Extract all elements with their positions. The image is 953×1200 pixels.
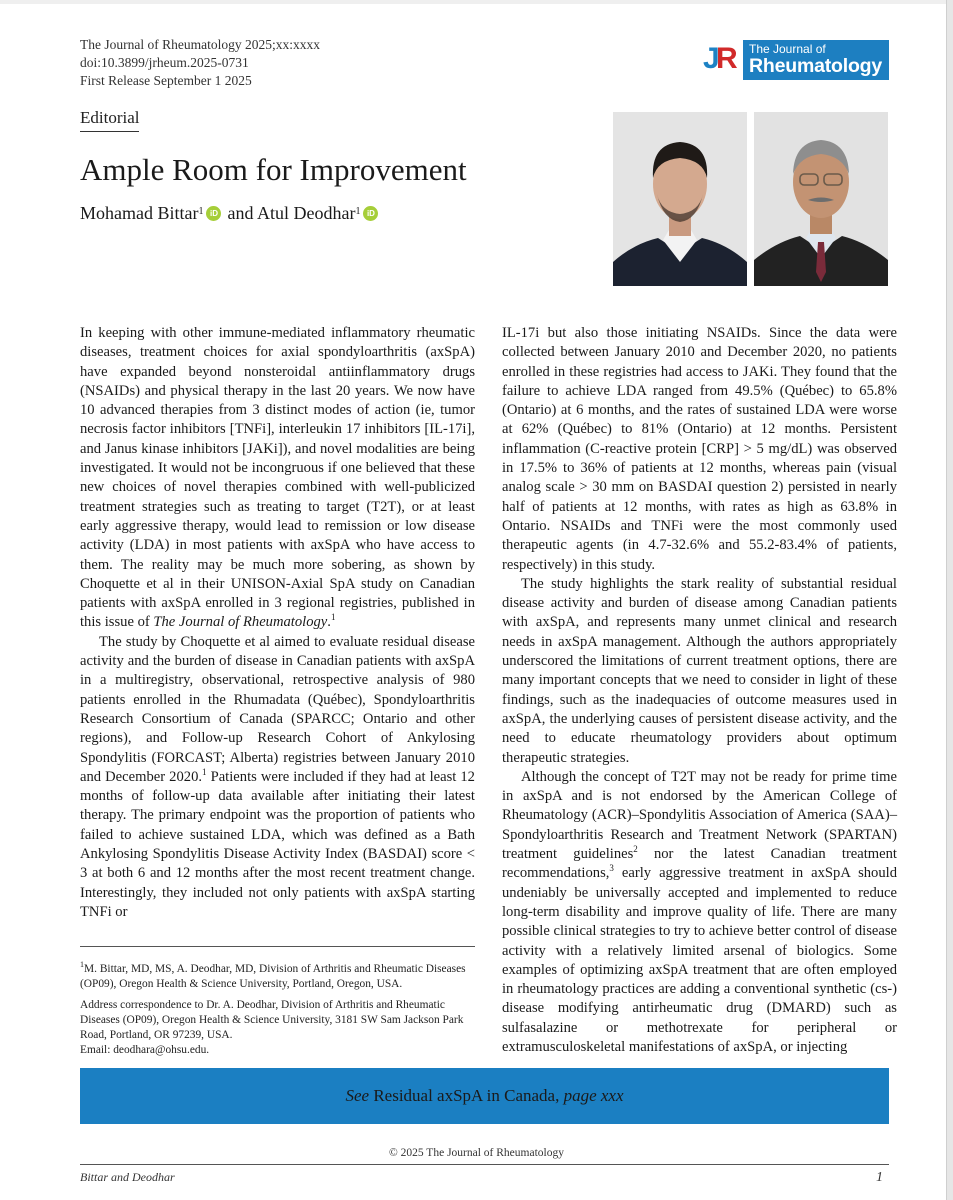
orcid-icon[interactable]: iD [363,206,378,221]
paragraph-text: Patients were included if they had at least 12 months of follow-up data available after initiating their latest therapy. The primary endpoint was the proportion of patients who failed to achieve sustained LDA, which was defined as a Bath Ankylosing Spondylitis Disease Activity Index (BASDAI) score < 3 at both 6 and 12 months after the most recent treatment change. Interestingly, they included not only patients with axSpA starting TNFi or [80,768,475,920]
paragraph-text: The study by Choquette et al aimed to evaluate residual disease activity and the burden of disease in Canadian patients with axSpA in a multiregistry, observational, retrospective analysis of 980 patients enrolled in the Rhumadata (Québec), Spondyloarthritis Research Consortium of Canada (SPARCC; Ontario and other regions), and Follow-up Research Cohort of Ankylosing Spondylitis (FORCAST; Alberta) registries between January 2010 and December 2020. [80,633,475,785]
copyright: © 2025 The Journal of Rheumatology [389,1147,564,1159]
paragraph-text: . [327,614,331,631]
logo-wordmark [743,40,889,81]
citation-line: The Journal of Rheumatology 2025;xx:xxxx [80,37,320,52]
footer-divider [80,1164,889,1165]
article-title: Ample Room for Improvement [80,152,467,187]
release-line: First Release September 1 2025 [80,73,252,88]
paragraph [80,633,475,922]
footnotes [80,957,475,1064]
reference-marker[interactable]: 1 [202,766,207,777]
logo-text-big: Rheumatology [749,54,883,77]
address-text: Address correspondence to Dr. A. Deodhar, Division of Arthritis and Rheumatic Diseases (OP09), Oregon Health & Science University, 3181 SW Sam Jackson Park Road, Portland, OR 97239, USA. [80,998,464,1041]
email-link[interactable]: Email: deodhara@ohsu.edu. [80,1043,210,1056]
paragraph-text: In keeping with other immune-mediated inflammatory rheumatic diseases, treatment choices for axial spondyloarthritis (axSpA) have expanded beyond nonsteroidal antiinflammatory drugs (NSAIDs) and physical therapy in the last 20 years. We now have 10 advanced therapies from 3 distinct modes of action (ie, tumor necrosis factor inhibitors [TNFi], interleukin 17 inhibitors [IL-17i], and Janus kinase inhibitors [JAKi]), and novel modalities are being investigated. It would not be incongruous if one believed that these new choices of novel therapies combined with well-publicized treatment strategies such as treating to target (T2T), or at least early aggressive therapy, would lead to remission or low disease activity (LDA) in most patients with axSpA who have access to them. The reality may be much more sobering, as shown by Choquette et al in their UNISON-Axial SpA study on Canadian patients with axSpA enrolled in 3 regional registries, published in this issue of [80,325,475,631]
author-name: Mohamad Bittar [80,203,199,223]
logo-mark-j: J [703,42,720,75]
portrait-icon [754,112,888,286]
author-photo-deodhar [754,112,888,286]
reference-marker[interactable]: 1 [330,612,336,623]
journal-name: The Journal of Rheumatology [153,614,328,631]
body-column-left [80,324,475,922]
page-number: 1 [876,1170,883,1185]
correspondence-footnote [80,998,475,1058]
affiliation-marker: 1 [355,206,361,217]
author-line [80,203,384,224]
affiliation-text: M. Bittar, MD, MS, A. Deodhar, MD, Division of Arthritis and Rheumatic Diseases (OP09), Oregon Health & Science University, Portland, Oregon, USA. [80,962,466,990]
affiliation-footnote [80,957,475,992]
journal-meta [80,36,320,90]
author-photo-bittar [613,112,747,286]
running-head: Bittar and Deodhar [80,1170,175,1184]
affiliation-marker: 1 [198,206,204,217]
page-edge [0,0,953,4]
paragraph [502,768,897,1057]
logo-text-small: The Journal of [749,41,826,56]
author-name: and Atul Deodhar [227,203,356,223]
related-article-banner[interactable] [80,1068,889,1124]
reference-marker[interactable]: 3 [609,863,614,874]
portrait-icon [613,112,747,286]
banner-text: Residual axSpA in Canada, [369,1086,564,1105]
paragraph: The study highlights the stark reality of substantial residual disease activity and burden of disease among Canadian patients with axSpA, and represents many unmet clinical and research needs in axSpA management. Although the authors appropriately underscored the limitations of current treatment options, there are many important concepts that we need to consider in light of these findings, such as the inadequacies of outcome measures used in axSpA, the underlying causes of persistent disease activity, and the need to educate rheumatology providers about optimum therapeutic strategies. [502,575,897,766]
paragraph [80,324,475,633]
doi-line: doi:10.3899/jrheum.2025-0731 [80,55,249,70]
paragraph-text: nor the latest Canadian treatment recommendations, [502,846,897,882]
journal-logo [703,40,889,80]
banner-page-link[interactable]: page xxx [563,1086,624,1105]
body-column-right [502,324,897,1057]
paragraph: IL-17i but also those initiating NSAIDs. Since the data were collected between January 2010 and December 2020, no patients enrolled in these registries had access to JAKi. They found that the failure to achieve LDA ranged from 49.5% (Québec) to 65.8% (Ontario) at 6 months, and the rates of sustained LDA were worse at 62% (Québec) to 81% (Ontario) at 12 months. Persistent inflammation (C-reactive protein [CRP] > 5 mg/dL) was observed in 17.5% to 36% of patients at 12 months, whereas pain (visual analog scale > 30 mm on BASDAI question 2) persisted in nearly half of patients at 12 months, with rates as high as 63.8% in Ontario. NSAIDs and TNFi were the most commonly used therapeutic agents (in 4.7-32.6% and 55.2-83.4% of patients, respectively) in this study. [502,325,897,573]
jr-logo-icon [703,40,739,80]
page-edge-right [946,0,953,1200]
logo-mark-r: R [716,42,738,75]
banner-see: See [345,1086,370,1105]
reference-marker[interactable]: 2 [633,844,638,855]
section-label: Editorial [80,108,139,132]
paragraph-text: Although the concept of T2T may not be ready for prime time in axSpA and is not endorsed by the American College of Rheumatology (ACR)–Spondylitis Association of America (SAA)–Spondyloarthritis Research and Treatment Network (SPARTAN) treatment guidelines [502,768,897,863]
paragraph-text: early aggressive treatment in axSpA should undeniably be universally accepted and implemented to reduce long-term disability and improve quality of life. There are many possible clinical strategies to try to achieve better control of disease activity with a relatively limited arsenal of biologics. Some examples of optimizing axSpA treatment that are often employed in rheumatology practices are adding a conventional synthetic (cs-) disease modifying antirheumatic drug (DMARD) such as sulfasalazine or methotrexate for peripheral or extramusculoskeletal manifestations of axSpA, or injecting [502,865,897,1055]
orcid-icon[interactable]: iD [206,206,221,221]
footnote-divider [80,946,475,947]
affiliation-marker: 1 [80,960,84,969]
